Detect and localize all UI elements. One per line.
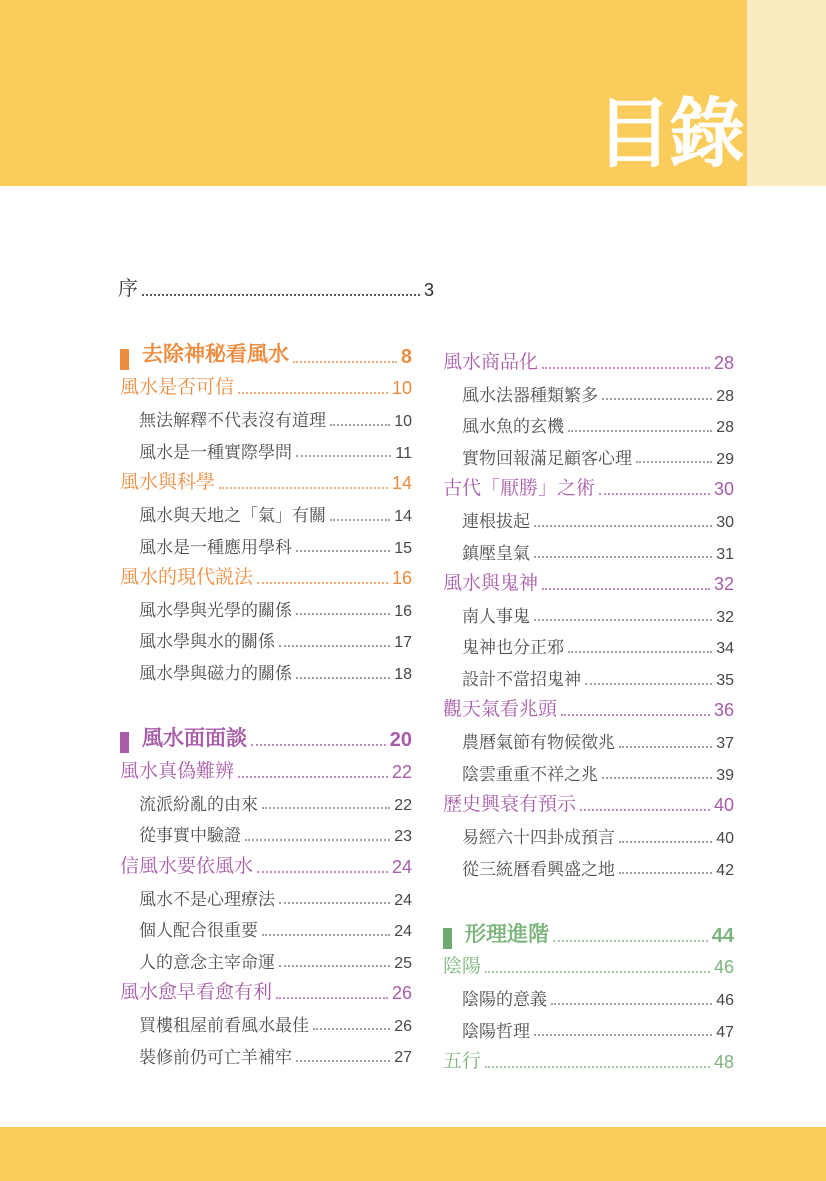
page-number: 14 [394, 507, 412, 525]
entry-label: 序 [118, 278, 138, 300]
page-number: 22 [394, 796, 412, 814]
page-number: 14 [391, 473, 412, 494]
toc-entry-heading [120, 751, 412, 783]
dot-leader [330, 424, 390, 426]
dot-leader [602, 777, 712, 779]
page-number: 24 [394, 923, 412, 941]
entry-label: 風水魚的玄機 [462, 417, 564, 437]
page-number: 39 [716, 766, 734, 784]
page-number: 42 [716, 861, 734, 879]
toc-entry-heading [443, 690, 734, 722]
toc-entry-heading [443, 563, 734, 595]
dot-leader [251, 744, 386, 746]
entry-label: 易經六十四卦成預言 [462, 827, 615, 847]
entry-label: 人的意念主宰命運 [139, 952, 275, 972]
dot-leader [553, 940, 708, 942]
page-number: 29 [716, 450, 734, 468]
entry-label: 風水愈早看愈有利 [120, 982, 273, 1004]
toc-entry-heading [443, 468, 734, 500]
dot-leader [296, 677, 390, 679]
toc-entry-item [443, 626, 734, 658]
toc-entry-item [443, 848, 734, 880]
section-bar-icon [443, 928, 452, 949]
entry-label: 風水學與水的關係 [139, 632, 275, 652]
toc-column-right [443, 342, 734, 1073]
entry-label: 無法解釋不代表沒有道理 [139, 411, 326, 431]
entry-label: 風水是一種實際學問 [139, 442, 292, 462]
dot-leader [279, 902, 390, 904]
toc-entry-item [120, 652, 412, 684]
toc-entry-heading [120, 462, 412, 494]
entry-label: 農曆氣節有物候徵兆 [462, 733, 615, 753]
page-number: 46 [713, 957, 734, 978]
page-number: 22 [391, 761, 412, 782]
entry-label: 從三統曆看興盛之地 [462, 859, 615, 879]
dot-leader [568, 651, 712, 653]
toc-entry-item [120, 909, 412, 941]
toc-entry-item [443, 405, 734, 437]
dot-leader [485, 971, 710, 973]
toc-entry-heading [443, 342, 734, 374]
dot-leader [636, 461, 712, 463]
entry-label: 五行 [443, 1051, 482, 1073]
toc-entry-item [443, 532, 734, 564]
toc-entry-heading [443, 1041, 734, 1073]
entry-label: 風水與天地之「氣」有關 [139, 506, 326, 526]
page-number: 20 [389, 729, 412, 752]
toc-entry-item [443, 721, 734, 753]
toc-entry-item [120, 941, 412, 973]
page-number: 23 [394, 828, 412, 846]
entry-label: 形理進階 [465, 922, 549, 946]
page-number: 34 [716, 640, 734, 658]
entry-label: 裝修前仍可亡羊補牢 [139, 1047, 292, 1067]
toc-entry-item [120, 589, 412, 621]
toc-entry-heading [120, 557, 412, 589]
entry-label: 歷史興衰有預示 [443, 794, 577, 816]
toc-entry-item [120, 1004, 412, 1036]
page-number: 11 [395, 444, 412, 462]
dot-leader [599, 493, 710, 495]
page-number: 18 [394, 665, 412, 683]
dot-leader [313, 1028, 390, 1030]
page-number: 26 [394, 1017, 412, 1035]
toc-entry-item [120, 399, 412, 431]
toc-entry-item [443, 500, 734, 532]
entry-label: 個人配合很重要 [139, 921, 258, 941]
page-number: 8 [400, 345, 412, 368]
entry-label: 設計不當招鬼神 [462, 669, 581, 689]
toc-entry-item [120, 878, 412, 910]
section-bar-icon [120, 349, 129, 370]
entry-label: 風水是一種應用學科 [139, 537, 292, 557]
page-number: 30 [713, 479, 734, 500]
page-number: 24 [391, 856, 412, 877]
dot-leader [142, 294, 420, 296]
page-number: 30 [716, 513, 734, 531]
page-number: 25 [394, 954, 412, 972]
toc-entry-section [120, 720, 412, 752]
entry-label: 風水真偽難辨 [120, 760, 235, 782]
entry-label: 風水面面談 [142, 726, 247, 750]
toc-entry-item [443, 816, 734, 848]
toc-entry-item [443, 753, 734, 785]
page-number: 28 [716, 419, 734, 437]
toc-entry-heading [120, 846, 412, 878]
page-number: 3 [423, 280, 434, 301]
entry-label: 實物回報滿足顧客心理 [462, 448, 632, 468]
page-number: 26 [391, 983, 412, 1004]
toc-entry-heading [120, 972, 412, 1004]
toc-entry-item [443, 1010, 734, 1042]
dot-leader [296, 613, 390, 615]
dot-leader [257, 582, 388, 584]
dot-leader [257, 871, 388, 873]
dot-leader [276, 997, 388, 999]
toc-entry-item [443, 437, 734, 469]
page-number: 35 [716, 671, 734, 689]
entry-label: 陰陽的意義 [462, 990, 547, 1010]
dot-leader [568, 430, 712, 432]
page-number: 31 [716, 545, 734, 563]
toc-entry-item [443, 978, 734, 1010]
dot-leader [542, 367, 710, 369]
dot-leader [245, 839, 390, 841]
dot-leader [602, 398, 712, 400]
toc-entry-heading [443, 947, 734, 979]
page-number: 44 [711, 924, 734, 947]
dot-leader [561, 714, 710, 716]
page-number: 37 [716, 735, 734, 753]
page-number: 47 [716, 1023, 734, 1041]
dot-leader [619, 841, 712, 843]
dot-leader [534, 556, 712, 558]
page-number: 10 [391, 378, 412, 399]
dot-leader [279, 645, 390, 647]
dot-leader [551, 1003, 712, 1005]
entry-label: 流派紛亂的由來 [139, 794, 258, 814]
entry-label: 風水與科學 [120, 472, 216, 494]
toc-entry-heading [443, 784, 734, 816]
page-number: 48 [713, 1052, 734, 1073]
page-title: 目錄 [596, 92, 742, 177]
entry-label: 買樓租屋前看風水最佳 [139, 1015, 309, 1035]
page-number: 28 [713, 352, 734, 373]
page-number: 17 [394, 634, 412, 652]
entry-label: 陰陽 [443, 956, 482, 978]
page-number: 24 [394, 891, 412, 909]
entry-label: 去除神秘看風水 [142, 343, 289, 367]
dot-leader [262, 807, 390, 809]
preface-row [118, 271, 434, 301]
entry-label: 南人事鬼 [462, 606, 530, 626]
toc-entry-heading [120, 368, 412, 400]
toc-entry-item [443, 595, 734, 627]
page-number: 16 [394, 602, 412, 620]
dot-leader [534, 525, 712, 527]
toc-entry-item [120, 783, 412, 815]
accent-strip [747, 0, 826, 186]
page-number: 28 [716, 387, 734, 405]
dot-leader [219, 487, 388, 489]
dot-leader [580, 809, 710, 811]
entry-label: 信風水要依風水 [120, 855, 254, 877]
entry-label: 鬼神也分正邪 [462, 638, 564, 658]
dot-leader [585, 683, 712, 685]
page-number: 27 [394, 1049, 412, 1067]
dot-leader [279, 965, 390, 967]
entry-label: 鎮壓皇氣 [462, 543, 530, 563]
toc-entry-item [443, 374, 734, 406]
toc-entry-item [120, 526, 412, 558]
dot-leader [534, 1034, 712, 1036]
entry-label: 風水不是心理療法 [139, 889, 275, 909]
toc-entry-item [120, 620, 412, 652]
toc-entry-item [120, 1035, 412, 1067]
entry-label: 從事實中驗證 [139, 826, 241, 846]
page-number: 32 [713, 573, 734, 594]
entry-label: 風水商品化 [443, 351, 539, 373]
entry-label: 觀天氣看兆頭 [443, 699, 558, 721]
entry-label: 風水法器種類繁多 [462, 385, 598, 405]
entry-label: 陰雲重重不祥之兆 [462, 764, 598, 784]
toc-entry-section [120, 336, 412, 368]
toc-entry-item [443, 658, 734, 690]
toc-entry-item [120, 814, 412, 846]
toc-entry-section [443, 915, 734, 947]
section-bar-icon [120, 732, 129, 753]
dot-leader [238, 776, 388, 778]
toc-column-left [120, 336, 412, 1067]
entry-label: 陰陽哲理 [462, 1021, 530, 1041]
entry-label: 風水學與光學的關係 [139, 600, 292, 620]
dot-leader [296, 550, 390, 552]
dot-leader [296, 1060, 390, 1062]
page-number: 16 [391, 567, 412, 588]
toc-entry-item [120, 431, 412, 463]
entry-label: 古代「厭勝」之術 [443, 478, 596, 500]
dot-leader [542, 588, 710, 590]
page-number: 10 [394, 413, 412, 431]
dot-leader [330, 519, 390, 521]
dot-leader [619, 746, 712, 748]
page-number: 15 [394, 539, 412, 557]
page-number: 46 [716, 992, 734, 1010]
entry-label: 風水是否可信 [120, 377, 235, 399]
dot-leader [534, 619, 712, 621]
dot-leader [485, 1066, 710, 1068]
toc-entry-item [120, 494, 412, 526]
entry-label: 風水學與磁力的關係 [139, 663, 292, 683]
dot-leader [296, 455, 391, 457]
page-number: 40 [713, 795, 734, 816]
bottom-band [0, 1127, 826, 1181]
dot-leader [262, 934, 390, 936]
page-number: 32 [716, 608, 734, 626]
entry-label: 風水與鬼神 [443, 572, 539, 594]
entry-label: 風水的現代説法 [120, 566, 254, 588]
dot-leader [238, 392, 388, 394]
page-number: 40 [716, 829, 734, 847]
dot-leader [619, 872, 712, 874]
page-number: 36 [713, 700, 734, 721]
dot-leader [293, 361, 397, 363]
entry-label: 連根拔起 [462, 512, 530, 532]
